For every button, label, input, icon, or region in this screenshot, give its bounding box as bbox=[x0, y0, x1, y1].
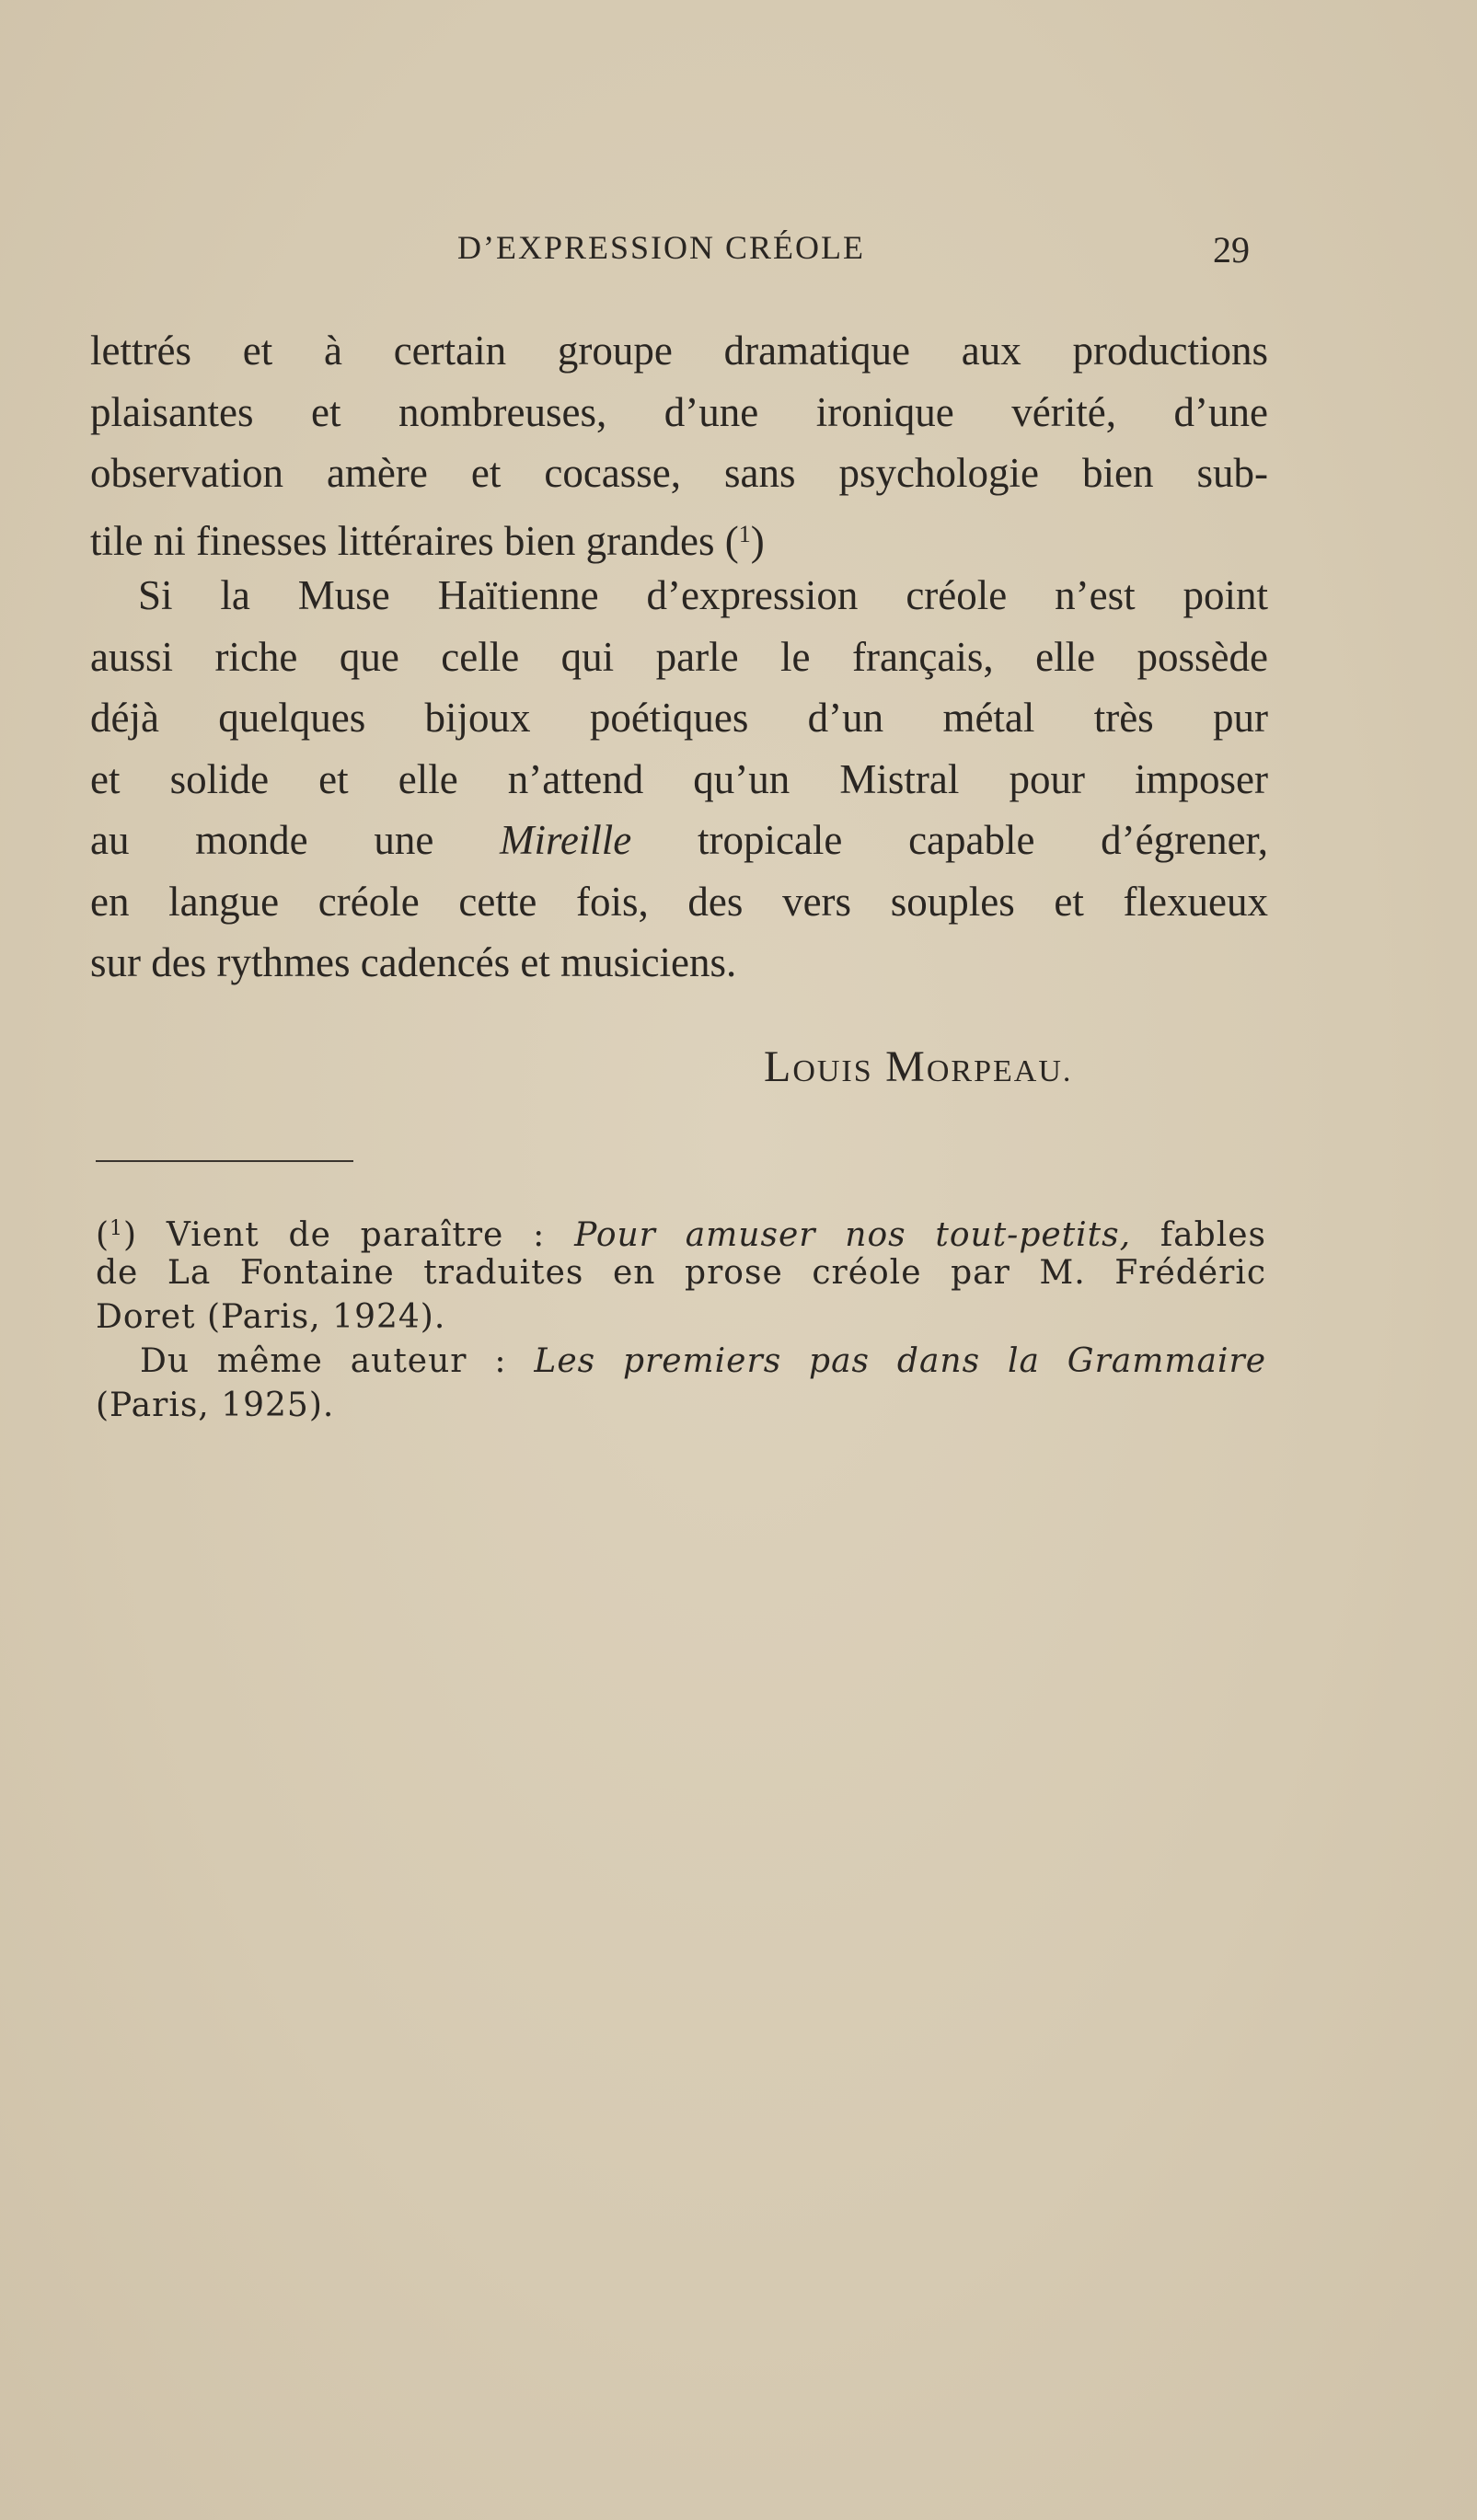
footnote-1-line-1-post: fables bbox=[1131, 1216, 1266, 1254]
footnote-divider bbox=[96, 1160, 353, 1162]
paragraph-1-line-3: observation amère et cocasse, sans psychologie bien sub- bbox=[90, 450, 1268, 496]
footnote-1-close: ) bbox=[123, 1216, 138, 1254]
footnote-1-italic-title: Pour amuser nos tout-petits, bbox=[574, 1216, 1132, 1254]
footnote-2-line-2: (Paris, 1925). bbox=[96, 1387, 335, 1424]
signature-last-initial: M bbox=[885, 1042, 927, 1091]
page-number: 29 bbox=[1213, 229, 1250, 270]
paragraph-2-line-1: Si la Muse Haïtienne d’expression créole n’est point bbox=[138, 572, 1268, 618]
signature-last-rest: ORPEAU. bbox=[926, 1054, 1073, 1088]
footnotes bbox=[96, 1207, 1266, 1428]
footnote-2-line-1 bbox=[96, 1340, 1266, 1384]
paragraph-1-line-4-close: ) bbox=[750, 517, 765, 564]
paragraph-1-line-2: plaisantes et nombreuses, d’une ironique vérité, d’une bbox=[90, 388, 1268, 435]
paragraph-2-line-7: sur des rythmes cadencés et musiciens. bbox=[90, 939, 737, 985]
paragraph-2-line-6: en langue créole cette fois, des vers souples et flexueux bbox=[90, 878, 1268, 925]
author-signature bbox=[764, 1041, 1072, 1092]
paragraph-1-line-4 bbox=[90, 504, 1268, 566]
paragraph-2-line-5-post: tropicale capable d’égrener, bbox=[631, 817, 1268, 863]
footnote-1-open: ( bbox=[96, 1216, 110, 1254]
body-text bbox=[90, 320, 1268, 994]
running-head bbox=[0, 228, 1477, 274]
paragraph-2-line-5-pre: au monde une bbox=[90, 817, 500, 863]
signature-first-rest: OUIS bbox=[792, 1054, 873, 1088]
paragraph-2-line-4: et solide et elle n’attend qu’un Mistral pour imposer bbox=[90, 755, 1268, 802]
signature-first-initial: L bbox=[764, 1042, 793, 1091]
footnote-2-line-1-pre: Du même auteur : bbox=[140, 1342, 535, 1380]
running-title: D’EXPRESSION CRÉOLE bbox=[457, 229, 866, 266]
footnote-1-line-3: Doret (Paris, 1924). bbox=[96, 1298, 446, 1336]
footnote-1-line-1 bbox=[96, 1207, 1266, 1254]
italic-title-mireille: Mireille bbox=[500, 817, 632, 863]
paragraph-1-line-4-text: tile ni finesses littéraires bien grandes ( bbox=[90, 517, 739, 564]
paragraph-2-line-2: aussi riche que celle qui parle le français, elle possède bbox=[90, 633, 1268, 680]
footnote-2-italic-title: Les premiers pas dans la Grammaire bbox=[534, 1342, 1267, 1380]
footnote-reference: 1 bbox=[738, 520, 751, 547]
paragraph-1-line-1: lettrés et à certain groupe dramatique aux productions bbox=[90, 328, 1268, 374]
footnote-1-line-2: de La Fontaine traduites en prose créole par M. Frédéric bbox=[96, 1254, 1266, 1292]
footnote-1-line-1-pre: Vient de paraître : bbox=[137, 1216, 575, 1254]
paragraph-2-line-5 bbox=[90, 810, 1268, 871]
paragraph-2-line-3: déjà quelques bijoux poétiques d’un métal très pur bbox=[90, 695, 1268, 741]
footnote-1-marker: 1 bbox=[110, 1217, 124, 1240]
